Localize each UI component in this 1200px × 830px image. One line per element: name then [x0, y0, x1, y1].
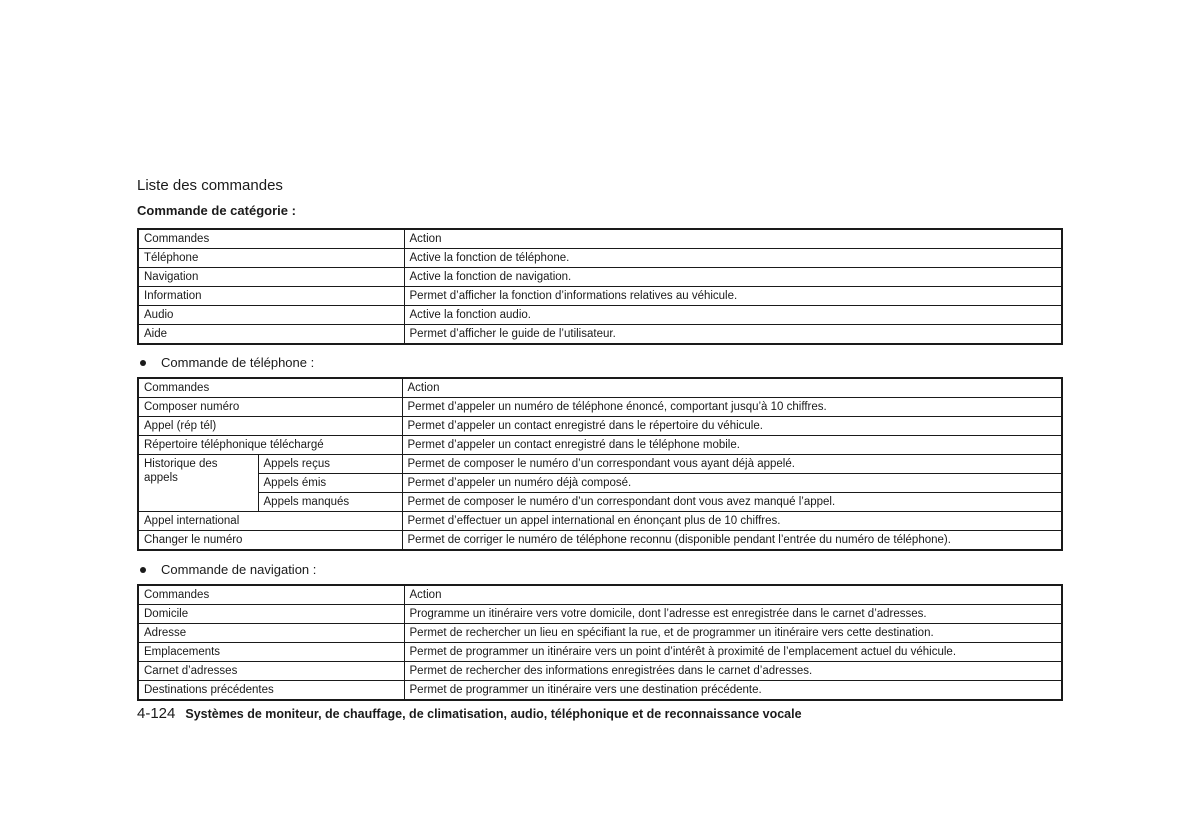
- category-heading: Commande de catégorie :: [137, 203, 296, 218]
- table-row: [138, 436, 1062, 455]
- column-header: Commandes: [138, 229, 404, 249]
- table-row: [138, 624, 1062, 643]
- telephone-commands-table: [137, 377, 1063, 551]
- bullet-icon: [140, 567, 146, 573]
- table-header-row: [138, 378, 1062, 398]
- column-header: Action: [402, 378, 1062, 398]
- navigation-heading-text: Commande de navigation :: [161, 562, 317, 577]
- bullet-icon: [140, 360, 146, 366]
- action-cell: Active la fonction de téléphone.: [404, 249, 1062, 268]
- action-cell: Programme un itinéraire vers votre domicile, dont l’adresse est enregistrée dans le carnet d’adresses.: [404, 605, 1062, 624]
- action-cell: Permet d’appeler un numéro de téléphone énoncé, comportant jusqu’à 10 chiffres.: [402, 398, 1062, 417]
- action-cell: Permet d’appeler un numéro déjà composé.: [402, 474, 1062, 493]
- telephone-heading-text: Commande de téléphone :: [161, 355, 315, 370]
- action-cell: Permet d’appeler un contact enregistré dans le répertoire du véhicule.: [402, 417, 1062, 436]
- section-title: Liste des commandes: [137, 177, 283, 194]
- command-cell: Aide: [138, 325, 404, 345]
- action-cell: Active la fonction de navigation.: [404, 268, 1062, 287]
- column-header: Action: [404, 585, 1062, 605]
- command-cell: Information: [138, 287, 404, 306]
- navigation-commands-table: [137, 584, 1063, 701]
- navigation-heading: [140, 562, 316, 577]
- page-number: 4-124: [137, 705, 176, 722]
- command-cell: Téléphone: [138, 249, 404, 268]
- table-row: [138, 398, 1062, 417]
- table-row: [138, 531, 1062, 551]
- table-row: [138, 306, 1062, 325]
- table-header-row: [138, 229, 1062, 249]
- table-row: [138, 681, 1062, 701]
- category-commands-table: [137, 228, 1063, 345]
- footer-title: Systèmes de moniteur, de chauffage, de climatisation, audio, téléphonique et de reconnaissance vocale: [185, 707, 802, 721]
- page-footer: [137, 705, 802, 722]
- command-cell: Appel international: [138, 512, 402, 531]
- table-row: [138, 662, 1062, 681]
- command-cell: Adresse: [138, 624, 404, 643]
- table-row: [138, 325, 1062, 345]
- command-cell: Composer numéro: [138, 398, 402, 417]
- command-cell: Navigation: [138, 268, 404, 287]
- command-cell: Appels manqués: [258, 493, 402, 512]
- command-cell: Emplacements: [138, 643, 404, 662]
- command-cell: Destinations précédentes: [138, 681, 404, 701]
- action-cell: Permet de rechercher un lieu en spécifiant la rue, et de programmer un itinéraire vers cette destination.: [404, 624, 1062, 643]
- table-row: [138, 493, 1062, 512]
- command-cell: Domicile: [138, 605, 404, 624]
- action-cell: Permet de rechercher des informations enregistrées dans le carnet d’adresses.: [404, 662, 1062, 681]
- action-cell: Active la fonction audio.: [404, 306, 1062, 325]
- table-row: [138, 287, 1062, 306]
- column-header: Action: [404, 229, 1062, 249]
- table-row: [138, 512, 1062, 531]
- action-cell: Permet de programmer un itinéraire vers une destination précédente.: [404, 681, 1062, 701]
- action-cell: Permet d’effectuer un appel international en énonçant plus de 10 chiffres.: [402, 512, 1062, 531]
- command-cell: Carnet d’adresses: [138, 662, 404, 681]
- command-cell: Appels émis: [258, 474, 402, 493]
- action-cell: Permet d’appeler un contact enregistré dans le téléphone mobile.: [402, 436, 1062, 455]
- action-cell: Permet de composer le numéro d’un correspondant dont vous avez manqué l’appel.: [402, 493, 1062, 512]
- column-header: Commandes: [138, 585, 404, 605]
- table-row: [138, 474, 1062, 493]
- table-row: [138, 605, 1062, 624]
- telephone-heading: [140, 355, 314, 370]
- action-cell: Permet d’afficher la fonction d’informations relatives au véhicule.: [404, 287, 1062, 306]
- table-header-row: [138, 585, 1062, 605]
- command-cell: Audio: [138, 306, 404, 325]
- table-row: [138, 417, 1062, 436]
- command-cell: Changer le numéro: [138, 531, 402, 551]
- historique-cell: Historique des appels: [138, 455, 258, 512]
- action-cell: Permet de corriger le numéro de téléphone reconnu (disponible pendant l’entrée du numéro de téléphone).: [402, 531, 1062, 551]
- table-row: [138, 268, 1062, 287]
- column-header: Commandes: [138, 378, 402, 398]
- table-row: [138, 249, 1062, 268]
- table-row: [138, 643, 1062, 662]
- action-cell: Permet de composer le numéro d’un correspondant vous ayant déjà appelé.: [402, 455, 1062, 474]
- command-cell: Répertoire téléphonique téléchargé: [138, 436, 402, 455]
- command-cell: Appels reçus: [258, 455, 402, 474]
- action-cell: Permet d’afficher le guide de l’utilisateur.: [404, 325, 1062, 345]
- table-row: [138, 455, 1062, 474]
- command-cell: Appel (rép tél): [138, 417, 402, 436]
- action-cell: Permet de programmer un itinéraire vers un point d’intérêt à proximité de l’emplacement actuel du véhicule.: [404, 643, 1062, 662]
